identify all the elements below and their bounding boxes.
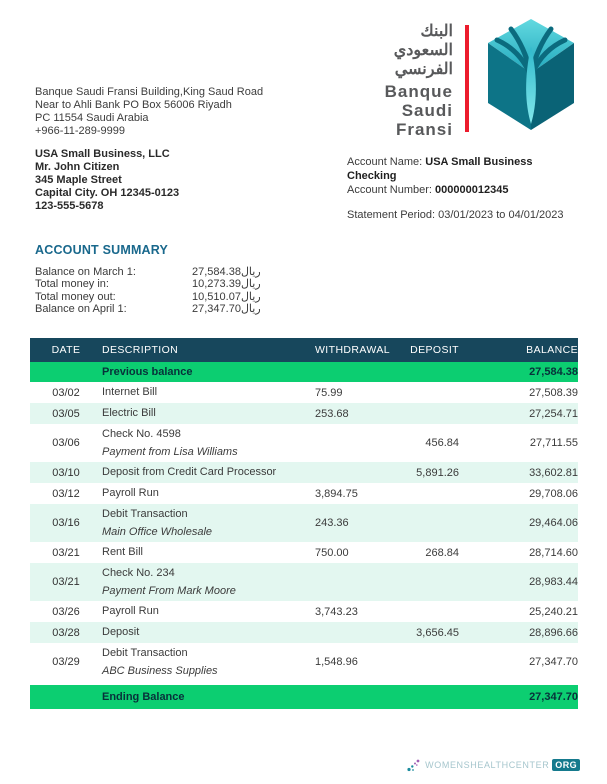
cell-balance: 25,240.21 bbox=[529, 605, 578, 618]
cell-description bbox=[102, 601, 315, 622]
site-watermark bbox=[406, 757, 580, 773]
cell-date bbox=[30, 362, 102, 382]
cell-date: 03/26 bbox=[52, 605, 80, 618]
transaction-row bbox=[30, 382, 578, 403]
cell-date: 03/16 bbox=[30, 504, 102, 542]
parties-section bbox=[0, 139, 607, 222]
account-name-row bbox=[347, 155, 577, 183]
description-text: Deposit bbox=[102, 626, 140, 639]
account-name-label: Account Name: bbox=[347, 156, 426, 168]
description-text: Check No. 234 bbox=[102, 566, 175, 579]
bank-name-english-line: Banque bbox=[384, 82, 453, 101]
bank-address-line: Near to Ahli Bank PO Box 56006 Riyadh bbox=[35, 99, 232, 111]
transaction-row bbox=[30, 424, 578, 462]
cell-date: 03/12 bbox=[52, 487, 80, 500]
cell-balance: 27,254.71 bbox=[459, 403, 578, 424]
description-text: Payroll Run bbox=[102, 605, 159, 618]
cell-balance: 29,708.06 bbox=[529, 487, 578, 500]
summary-value: ريال27,347.70 bbox=[192, 302, 261, 315]
cell-date bbox=[30, 683, 102, 709]
bank-name-arabic-line: الفرنسي bbox=[394, 61, 453, 78]
description-note: Payment From Mark Moore bbox=[102, 584, 236, 597]
transaction-row bbox=[30, 462, 578, 483]
header-description: DESCRIPTION bbox=[102, 338, 315, 362]
cell-balance: 28,896.66 bbox=[459, 622, 578, 643]
cell-description bbox=[102, 563, 315, 601]
description-note: Payment from Lisa Williams bbox=[102, 445, 238, 458]
bank-name-english bbox=[385, 82, 453, 139]
bank-address bbox=[35, 0, 263, 139]
bank-cube-logo-icon bbox=[481, 16, 581, 133]
summary-row bbox=[35, 291, 607, 303]
account-summary bbox=[0, 222, 607, 315]
cell-date: 03/02 bbox=[52, 386, 80, 399]
bank-logo bbox=[385, 0, 581, 139]
summary-value: ريال10,273.39 bbox=[192, 278, 261, 291]
header-date: DATE bbox=[30, 338, 102, 362]
cell-date: 03/21 bbox=[52, 546, 80, 559]
dots-logo-icon bbox=[406, 757, 422, 773]
summary-label: Balance on April 1: bbox=[35, 302, 127, 315]
header-deposit: DEPOSIT bbox=[405, 338, 459, 362]
account-number-row bbox=[347, 183, 577, 197]
description-text: Payroll Run bbox=[102, 487, 159, 500]
cell-date: 03/29 bbox=[52, 656, 80, 669]
cell-description bbox=[102, 622, 315, 643]
cell-deposit bbox=[405, 362, 459, 382]
cell-description bbox=[102, 504, 315, 542]
summary-row bbox=[35, 278, 607, 290]
cell-deposit: 3,656.45 bbox=[405, 622, 459, 643]
transaction-row bbox=[30, 643, 578, 683]
statement-period-value: 03/01/2023 to 04/01/2023 bbox=[438, 209, 564, 221]
transactions-table bbox=[30, 338, 578, 709]
transaction-row bbox=[30, 483, 578, 504]
bank-address-line: Banque Saudi Fransi Building,King Saud Road bbox=[35, 86, 264, 98]
description-text: Ending Balance bbox=[102, 690, 185, 703]
account-info bbox=[347, 148, 577, 222]
cell-date: 03/06 bbox=[52, 437, 80, 450]
cell-description bbox=[102, 462, 315, 483]
cell-balance: 27,584.38 bbox=[459, 362, 578, 382]
cell-deposit bbox=[405, 483, 459, 504]
bank-name-english-line: Saudi bbox=[401, 101, 453, 120]
cell-deposit: 268.84 bbox=[425, 546, 459, 559]
description-text: Debit Transaction bbox=[102, 507, 188, 520]
ending-balance-row bbox=[30, 683, 578, 709]
cell-withdrawal: 243.36 bbox=[315, 504, 405, 542]
customer-name: USA Small Business, LLC bbox=[35, 148, 170, 160]
statement-period-label: Statement Period: bbox=[347, 209, 439, 221]
bank-phone: +966-11-289-9999 bbox=[35, 125, 126, 137]
summary-label: Balance on March 1: bbox=[35, 266, 136, 278]
transaction-row bbox=[30, 601, 578, 622]
summary-label: Total money out: bbox=[35, 290, 116, 303]
cell-description bbox=[102, 362, 315, 382]
bank-name-arabic-line: السعودي bbox=[393, 42, 453, 59]
previous-balance-row bbox=[30, 362, 578, 382]
statement-header bbox=[0, 0, 607, 139]
cell-description bbox=[102, 403, 315, 424]
cell-date: 03/05 bbox=[30, 403, 102, 424]
cell-deposit bbox=[405, 643, 459, 683]
cell-balance: 27,347.70 bbox=[459, 683, 578, 709]
description-note: Main Office Wholesale bbox=[102, 525, 213, 538]
cell-withdrawal bbox=[315, 424, 405, 462]
cell-date: 03/28 bbox=[30, 622, 102, 643]
cell-date: 03/21 bbox=[30, 563, 102, 601]
cell-withdrawal: 253.68 bbox=[315, 403, 405, 424]
description-text: Deposit from Credit Card Processor bbox=[102, 466, 277, 479]
cell-balance: 28,714.60 bbox=[529, 546, 578, 559]
cell-description bbox=[102, 683, 315, 709]
cell-withdrawal bbox=[315, 622, 405, 643]
description-note: ABC Business Supplies bbox=[102, 664, 218, 677]
description-text: Rent Bill bbox=[102, 546, 143, 559]
cell-balance: 27,508.39 bbox=[529, 386, 578, 399]
header-withdrawal: WITHDRAWAL bbox=[315, 338, 405, 362]
description-text: Debit Transaction bbox=[102, 646, 188, 659]
account-summary-title: ACCOUNT SUMMARY bbox=[35, 243, 169, 257]
cell-balance: 27,347.70 bbox=[529, 656, 578, 669]
cell-balance: 29,464.06 bbox=[459, 504, 578, 542]
description-text: Check No. 4598 bbox=[102, 427, 181, 440]
summary-row bbox=[35, 266, 607, 278]
statement-period-row bbox=[347, 208, 577, 222]
customer-phone: 123-555-5678 bbox=[35, 200, 104, 212]
cell-deposit bbox=[405, 563, 459, 601]
summary-value: ريال27,584.38 bbox=[192, 266, 261, 278]
cell-description bbox=[102, 424, 315, 462]
customer-address bbox=[35, 148, 179, 222]
bank-name-arabic bbox=[385, 22, 453, 79]
cell-deposit bbox=[405, 601, 459, 622]
bank-address-line: PC 11554 Saudi Arabia bbox=[35, 112, 149, 124]
cell-deposit bbox=[405, 683, 459, 709]
cell-balance: 27,711.55 bbox=[529, 437, 578, 450]
cell-description bbox=[102, 483, 315, 504]
cell-withdrawal bbox=[315, 683, 405, 709]
description-text: Internet Bill bbox=[102, 386, 158, 399]
cell-description bbox=[102, 643, 315, 683]
customer-street: 345 Maple Street bbox=[35, 174, 122, 186]
bank-logo-wordmark bbox=[385, 16, 453, 139]
transactions-body bbox=[30, 362, 578, 709]
transaction-row bbox=[30, 563, 578, 601]
transaction-row bbox=[30, 504, 578, 542]
transaction-row bbox=[30, 403, 578, 424]
header-balance: BALANCE bbox=[459, 338, 578, 362]
cell-description bbox=[102, 382, 315, 403]
cell-withdrawal: 75.99 bbox=[315, 386, 343, 399]
cell-withdrawal: 3,743.23 bbox=[315, 605, 358, 618]
logo-red-divider bbox=[465, 25, 469, 132]
transaction-row bbox=[30, 542, 578, 563]
summary-value: ريال10,510.07 bbox=[192, 290, 261, 303]
cell-withdrawal: 1,548.96 bbox=[315, 656, 358, 669]
watermark-text: WOMENSHEALTHCENTER bbox=[425, 760, 550, 770]
summary-label: Total money in: bbox=[35, 278, 109, 291]
bank-name-english-line: Fransi bbox=[395, 120, 453, 139]
customer-contact: Mr. John Citizen bbox=[35, 161, 120, 173]
cell-deposit bbox=[405, 403, 459, 424]
account-summary-rows bbox=[35, 266, 607, 315]
transaction-row bbox=[30, 622, 578, 643]
account-number-label: Account Number: bbox=[347, 184, 436, 196]
cell-withdrawal bbox=[315, 362, 405, 382]
cell-deposit bbox=[405, 382, 459, 403]
cell-deposit: 5,891.26 bbox=[405, 462, 459, 483]
customer-city: Capital City. OH 12345-0123 bbox=[35, 187, 180, 199]
cell-withdrawal: 3,894.75 bbox=[315, 487, 358, 500]
cell-balance: 33,602.81 bbox=[459, 462, 578, 483]
cell-description bbox=[102, 542, 315, 563]
cell-withdrawal bbox=[315, 462, 405, 483]
account-number-value: 000000012345 bbox=[435, 184, 509, 196]
transactions-header bbox=[30, 338, 578, 362]
cell-deposit bbox=[405, 504, 459, 542]
cell-balance: 28,983.44 bbox=[459, 563, 578, 601]
watermark-org-badge: ORG bbox=[552, 759, 580, 771]
account-name-value: USA Small Business Checking bbox=[347, 156, 533, 182]
cell-withdrawal: 750.00 bbox=[315, 546, 349, 559]
cell-withdrawal bbox=[315, 563, 405, 601]
cell-date: 03/10 bbox=[30, 462, 102, 483]
header-row bbox=[30, 338, 578, 362]
summary-row bbox=[35, 303, 607, 315]
cell-deposit: 456.84 bbox=[425, 437, 459, 450]
description-text: Previous balance bbox=[102, 365, 193, 378]
description-text: Electric Bill bbox=[102, 407, 156, 420]
bank-name-arabic-line: البنك bbox=[420, 23, 453, 40]
